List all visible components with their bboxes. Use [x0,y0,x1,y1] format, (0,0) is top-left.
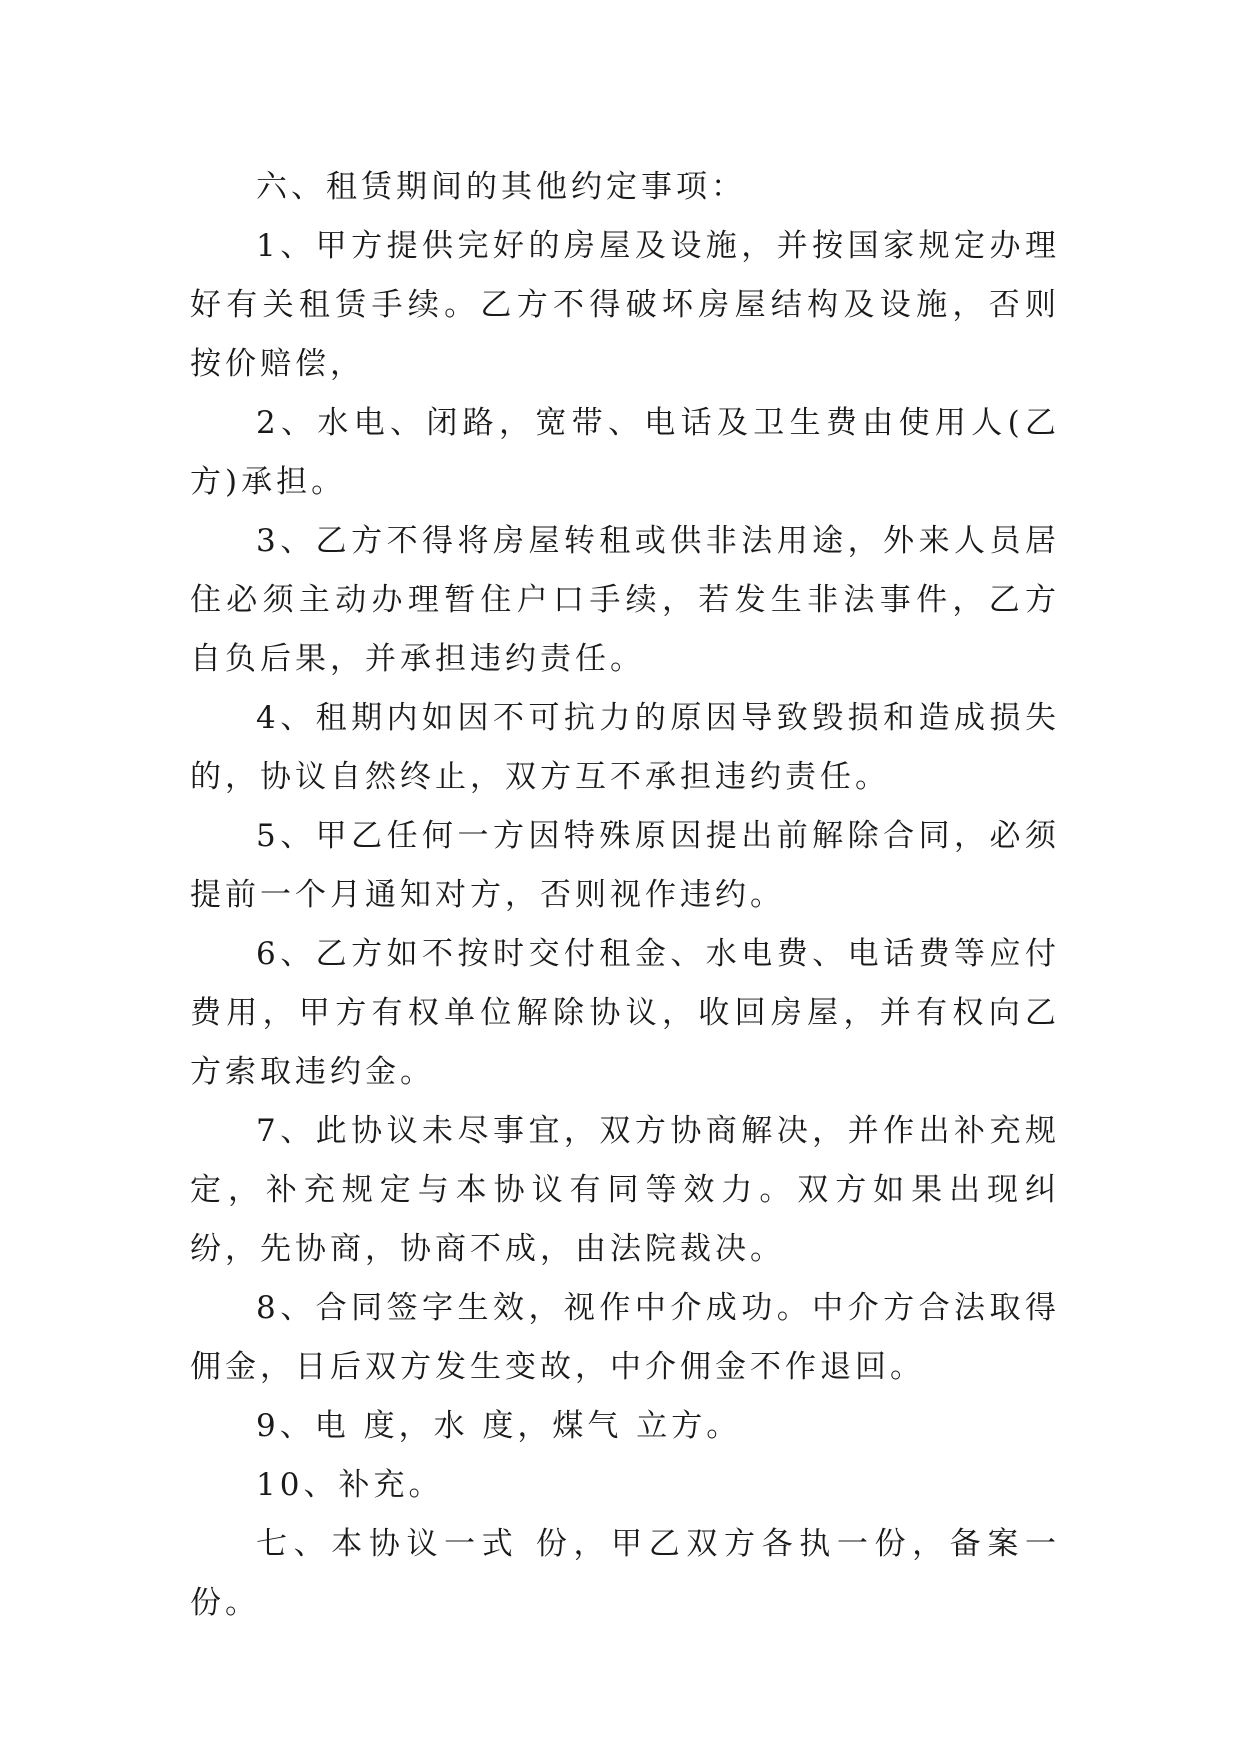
document-body [190,158,1060,1633]
clause-2: 2、水电、闭路，宽带、电话及卫生费由使用人(乙方)承担。 [190,405,1060,500]
clause-3: 3、乙方不得将房屋转租或供非法用途，外来人员居住必须主动办理暂住户口手续，若发生非法事件，乙方自负后果，并承担违约责任。 [190,523,1060,677]
clause-1: 1、甲方提供完好的房屋及设施，并按国家规定办理好有关租赁手续。乙方不得破坏房屋结构及设施，否则按价赔偿， [190,228,1060,382]
clause-5: 5、甲乙任何一方因特殊原因提出前解除合同，必须提前一个月通知对方，否则视作违约。 [190,818,1060,913]
section-six-heading: 六、租赁期间的其他约定事项： [256,169,746,205]
clause-9: 9、电 度，水 度，煤气 立方。 [256,1408,742,1444]
clause-7: 7、此协议未尽事宜，双方协商解决，并作出补充规定，补充规定与本协议有同等效力。双方如果出现纠纷，先协商，协商不成，由法院裁决。 [190,1113,1060,1267]
clause-10: 10、补充。 [256,1467,444,1503]
clause-8: 8、合同签字生效，视作中介成功。中介方合法取得佣金，日后双方发生变故，中介佣金不作退回。 [190,1290,1060,1385]
clause-6: 6、乙方如不按时交付租金、水电费、电话费等应付费用，甲方有权单位解除协议，收回房屋，并有权向乙方索取违约金。 [190,936,1060,1090]
section-seven: 七、本协议一式 份，甲乙双方各执一份，备案一份。 [190,1526,1060,1621]
clause-4: 4、租期内如因不可抗力的原因导致毁损和造成损失的，协议自然终止，双方互不承担违约责任。 [190,700,1060,795]
